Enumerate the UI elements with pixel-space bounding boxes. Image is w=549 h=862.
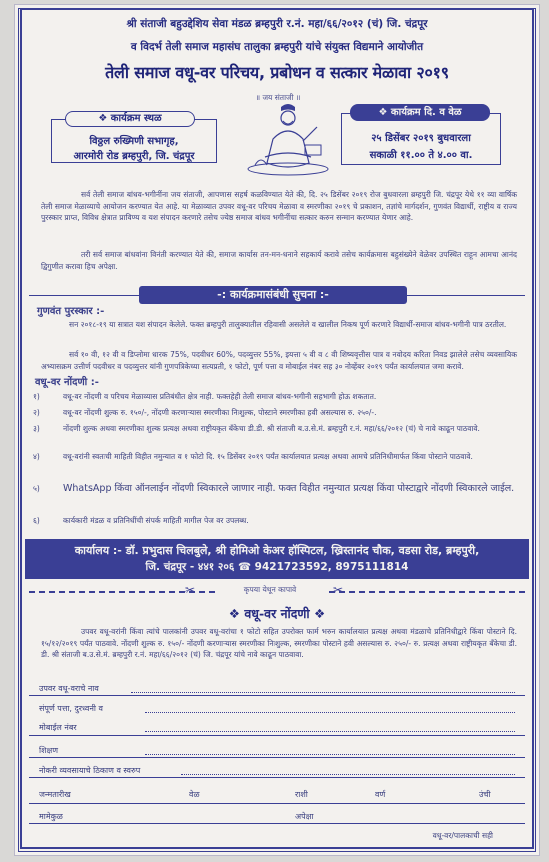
intro-paragraph-1: सर्व तेली समाज बांधव-भगीनींना जय संताजी, आपणास सहर्ष कळविण्यात येते की, दि. २५ डिसेंबर २०१९ रोज बुधवारला ब्रम्हपुरी जि. चंद्रपूर येथे ११ व्या वार्षिक तेली समाज मेळाव्याचे आयोजन करण्यात येत आहे. या मेळाव्यात उपवर वधू-वर परिचय मेळावा व स्मरणीका २०१९ चे प्रकाशन, तज्ञांचे मार्गदर्शन, गुणवंत विद्यार्थी, राष्ट्रीय व राज्य पुरस्कार प्राप्त, विविध क्षेत्रात प्राविण्य व यश संपादन करणारे तसेच ज्येष्ठ समाज बांधव भगीनींचा सत्कार करुन सन्मान करण्यात येणार आहे. [41, 190, 517, 222]
merit-heading: गुणवंत पुरस्कार :- [37, 306, 105, 317]
diamond-icon: ❖ [378, 107, 391, 118]
signature-label: वधू-वर/पालकाची सही [432, 831, 493, 840]
field-maternal[interactable]: मामेकुळ [39, 812, 63, 821]
office-line-1: कार्यालय :- डॉ. प्रभुदास चिलबुले, श्री होमिओ केअर हॉस्पिटल, ख्रिस्तानंद चौक, वडसा रोड, ब्रम्हपुरी, [74, 544, 480, 557]
form-intro: उपवर वधू-वरांनी किंवा त्यांचे पालकांनी उपवर वधू-वरांचा १ फोटो सहित उपरोक्त फार्म भरुन कार्यालयात प्रत्यक्ष अथवा मंडळाचे प्रतिनिधीद्वारे किंवा पोस्टाने दि. १५/१२/२०१९ पर्यंत पाठवावे. नोंदणी शुल्क रु. १५०/- नोंदणी करणाऱ्यास स्मरणीका निःशुल्क, स्मरणीका पोस्टाने हवी असल्यास रु. २५०/- रु. प्रत्यक्ष अथवा राष्ट्रीयकृत बँकेचा डी. डी. श्री संताजी ब.उ.से.मं. ब्रम्हपुरी र.नं. महा/६६/२०१२ (चं) जि. चंद्रपूर यांचे नावे काढून पाठवावा. [41, 627, 517, 659]
form-row-rule [29, 777, 525, 778]
registration-heading: वधू-वर नोंदणी :- [35, 377, 99, 388]
office-address-band [25, 539, 529, 579]
form-row-rule [29, 735, 525, 736]
cut-here-text: कृपया येथून कापावे [215, 585, 325, 595]
form-row-rule [29, 757, 525, 758]
intro-paragraph-2: तरी सर्व समाज बांधवांना विनंती करण्यात येते की, समाज कार्यास तन-मन-धनाने सहकार्य करावे तसेच कार्यक्रमास बहुसंख्येने वेळेवर उपस्थित राहून आमचा आनंद द्विगुणीत करावा हिच अपेक्षा. [41, 250, 517, 271]
venue-line-2: आरमोरी रोड ब्रम्हपुरी, जि. चंद्रपूर [73, 151, 195, 162]
field-rashi[interactable]: राशी [295, 790, 308, 799]
field-expectation[interactable]: अपेक्षा [295, 812, 314, 821]
diamond-icon: ❖ [309, 606, 326, 621]
form-row-rule [29, 695, 525, 696]
scissors-icon: ✂ [185, 583, 196, 597]
venue-title-badge: ❖ कार्यक्रम स्थळ [65, 111, 195, 127]
event-title: तेली समाज वधू-वर परिचय, प्रबोधन व सत्कार मेळावा २०१९ [105, 63, 449, 82]
scissors-icon: ✂ [333, 583, 344, 597]
form-title: ❖ वधू-वर नोंदणी ❖ [228, 606, 326, 621]
time-line-2: सकाळी ११.०० ते ४.०० वा. [369, 150, 473, 161]
time-line-1: २५ डिसेंबर २०१९ बुधवारला [371, 133, 471, 144]
instructions-band: -: कार्यक्रमासंबंधी सुचना :- [139, 286, 407, 304]
pamphlet-sheet: श्री संताजी बहुउद्देशिय सेवा मंडळ ब्रम्हपुरी र.नं. महा/६६/२०१२ (चं) जि. चंद्रपूर व विदर्भ तेली समाज महासंघ तालुका ब्रम्हपुरी यांचे संयुक्त विद्यमाने आयोजीत तेली समाज वधू-वर परिचय, प्रबोधन व सत्कार मेळावा २०१९ ॥ जय संताजी ॥ ❖ कार्यक्रम स्थळ विठ्ठल रुख्मिणी सभागृह, आरमोरी रोड ब्रम्हपुरी, जि. चंद्रपूर ❖ कार्यक्रम दि. व वेळ २५ डिसेंबर २०१९ बुधवारला सकाळी ११.०० ते ४.०० वा. सर्व तेली समाज बांधव-भगीनींना जय संताजी, आपणास सहर्ष कळविण्यात येते की, दि. २५ डिसेंबर २०१९ रोज बुधवारला ब्रम्हपुरी जि. चंद्रपूर येथे ११ व्या वार्षिक तेली समाज मेळाव्याचे आयोजन करण्यात येत आहे. या मेळाव्यात उपवर वधू-वर परिचय मेळावा व स्मरणीका २०१९ चे प्रकाशन, तज्ञांचे मार्गदर्शन, गुणवंत विद्यार्थी, राष्ट्रीय व राज्य पुरस्कार प्राप्त, विविध क्षेत्रात प्राविण्य व यश संपादन करणारे तसेच ज्येष्ठ समाज बांधव भगीनींचा सत्कार करुन सन्मान करण्यात येणार आहे. तरी सर्व समाज बांधवांना विनंती करण्यात येते की, समाज कार्यास तन-मन-धनाने सहकार्य करावे तसेच कार्यक्रमास बहुसंख्येने वेळेवर उपस्थित राहून आमचा आनंद द्विगुणीत करावा हिच अपेक्षा. -: कार्यक्रमासंबंधी सुचना :- गुणवंत पुरस्कार :- सन २०१८-१९ या सत्रात यश संपादन केलेले. फक्त ब्रम्हपुरी तालुक्यातील रहिवासी असलेले व खालील निकष पूर्ण करणारे विद्यार्थी-समाज बांधव-भगीनी पात्र ठरतील. सर्व १० वी, १२ वी व डिप्लोमा धारक 75%, पदवीधर 60%, पदव्युत्तर 55%, इयत्ता ५ वी व ८ वी शिष्यवृत्तीस पात्र व नवोदय करिता निवड झालेले तसेच व्यवसायिक अभ्यासक्रम उत्तीर्ण पदवीधर व पदव्युत्तर यांनी गुणपत्रिकेच्या सत्यप्रती, १ फोटो, पूर्ण पत्ता व मोबाईल नंबर सह ३० नोव्हेंबर २०१९ पर्यंत कार्यालयात जमा करावे. वधू-वर नोंदणी :- १) वधू-वर नोंदणी व परिचय मेळाव्यास प्रतिबंधीत क्षेत्र नाही. फक्तहेही तेली समाज बांधव-भगीनी सहभागी होऊ शकतात. २) वधू-वर नोंदणी शुल्क रु. १५०/-, नोंदणी करणाऱ्यास स्मरणीका निःशुल्क, पोस्टाने स्मरणीका हवी असल्यास रु. २५०/-. ३) नोंदणी शुल्क अथवा स्मरणीका शुल्क प्रत्यक्ष अथवा राष्ट्रीयकृत बँकेचा डी.डी. श्री संताजी ब.उ.से.मं. ब्रम्हपुरी र.नं. महा/६६/२०१२ (चं) चे नावे काढून पाठवावे. ४) वधू-वरांनी स्वतःची माहिती विहीत नमुन्यात व १ फोटो दि. १५ डिसेंबर २०१९ पर्यंत कार्यालयात प्रत्यक्ष अथवा आमचे प्रतिनिधीमार्फत किंवा पोस्टाने पाठवावे. ५) WhatsApp किंवा ऑनलाईन नोंदणी स्विकारले जाणार नाही. फक्त विहीत नमुन्यात प्रत्यक्ष किंवा पोस्टाद्वारे नोंदणी स्विकारले जाईल. ६) कार्यकारी मंडळ व प्रतिनिधींची संपर्क माहिती मागील पेज वर उपलब्ध. कार्यालय :- डॉ. प्रभुदास चिलबुले, श्री होमिओ केअर हॉस्पिटल, ख्रिस्तानंद चौक, वडसा रोड, ब्रम्हपुरी, जि. चंद्रपूर - ४४१ २०६ ☎ 9421723592, 8975111814 ✂ ✂ कृपया येथून कापावे ❖ वधू-वर नोंदणी ❖ उपवर वधू-वरांनी किंवा त्यांचे पालकांनी उपवर वधू-वरांचा १ फोटो सहित उपरोक्त फार्म भरुन कार्यालयात प्रत्यक्ष अथवा मंडळाचे प्रतिनिधीद्वारे किंवा पोस्टाने दि. १५/१२/२०१९ पर्यंत पाठवावे. नोंदणी शुल्क रु. १५०/- नोंदणी करणाऱ्यास स्मरणीका निःशुल्क, स्मरणीका पोस्टाने हवी असल्यास रु. २५०/- रु. प्रत्यक्ष अथवा राष्ट्रीयकृत बँकेचा डी. डी. श्री संताजी ब.उ.से.मं. ब्रम्हपुरी र.नं. महा/६६/२०१२ (चं) जि. चंद्रपूर यांचे नावे काढून पाठवावा. उपवर वधू-वराचे नाव संपूर्ण पत्ता, दुरध्वनी व मोबाईल नंबर शिक्षण नोकरी व्यवसायाचे ठिकाण व स्वरुप जन्मतारीख वेळ राशी वर्ण उंची मामेकुळ अपेक्षा वधू-वर/पालकाची सही [14, 4, 540, 856]
organizer-line-2: व विदर्भ तेली समाज महासंघ तालुका ब्रम्हपुरी यांचे संयुक्त विद्यमाने आयोजीत [130, 41, 424, 53]
merit-paragraph-2: सर्व १० वी, १२ वी व डिप्लोमा धारक 75%, पदवीधर 60%, पदव्युत्तर 55%, इयत्ता ५ वी व ८ वी शिष्यवृत्तीस पात्र व नवोदय करिता निवड झालेले तसेच व्यवसायिक अभ्यासक्रम उत्तीर्ण पदवीधर व पदव्युत्तर यांनी गुणपत्रिकेच्या सत्यप्रती, १ फोटो, पूर्ण पत्ता व मोबाईल नंबर सह ३० नोव्हेंबर २०१९ पर्यंत कार्यालयात जमा करावे. [41, 350, 517, 371]
field-height[interactable]: उंची [479, 790, 491, 799]
jay-santaji-text: ॥ जय संताजी ॥ [255, 93, 301, 102]
organizer-line-1: श्री संताजी बहुउद्देशिय सेवा मंडळ ब्रम्हपुरी र.नं. महा/६६/२०१२ (चं) जि. चंद्रपूर [126, 18, 428, 30]
field-dob[interactable]: जन्मतारीख [39, 790, 71, 799]
santaji-portrait-illustration [243, 99, 333, 177]
diamond-icon: ❖ [228, 606, 245, 621]
time-title-badge: ❖ कार्यक्रम दि. व वेळ [350, 104, 490, 121]
diamond-icon: ❖ [98, 113, 111, 124]
merit-paragraph-1: सन २०१८-१९ या सत्रात यश संपादन केलेले. फक्त ब्रम्हपुरी तालुक्यातील रहिवासी असलेले व खालील निकष पूर्ण करणारे विद्यार्थी-समाज बांधव-भगीनी पात्र ठरतील. [69, 320, 507, 329]
office-line-2: जि. चंद्रपूर - ४४१ २०६ ☎ 9421723592, 8975111814 [145, 561, 409, 573]
field-time[interactable]: वेळ [189, 790, 200, 799]
field-varna[interactable]: वर्ण [375, 790, 386, 799]
venue-line-1: विठ्ठल रुख्मिणी सभागृह, [89, 136, 179, 147]
form-row-rule [29, 803, 525, 804]
form-row-rule [29, 823, 525, 824]
